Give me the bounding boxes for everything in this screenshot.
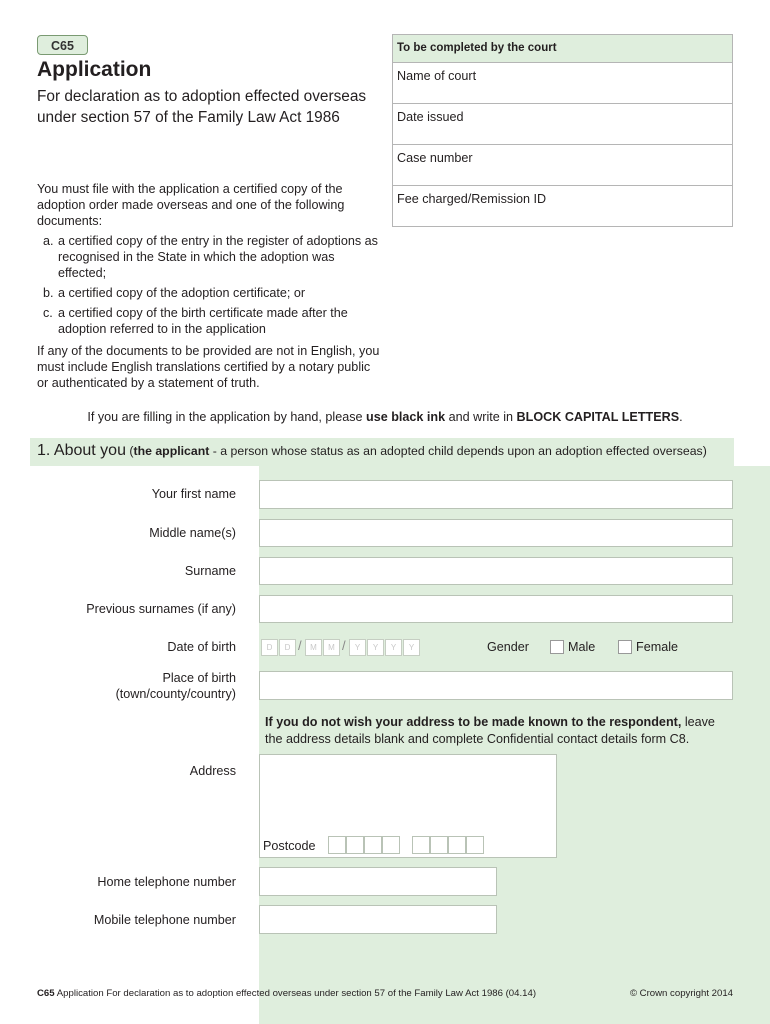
documents-list <box>37 233 382 341</box>
list-item: a. a certified copy of the entry in the register of adoptions as recognised in the State in which the adoption was effected; <box>43 234 378 280</box>
dob-year-2[interactable]: Y <box>367 639 384 656</box>
middle-names-label: Middle name(s) <box>149 526 236 540</box>
first-name-input[interactable] <box>259 480 733 509</box>
postcode-box[interactable] <box>430 836 448 854</box>
intro-text: You must file with the application a certified copy of the adoption order made overseas and one of the following documents: <box>37 182 345 228</box>
postcode-box[interactable] <box>346 836 364 854</box>
ink-instruction: If you are filling in the application by hand, please use black ink and write in BLOCK CAPITAL LETTERS. <box>87 410 683 424</box>
list-item: c. a certified copy of the birth certificate made after the adoption referred to in the application <box>43 306 348 336</box>
list-item: b. a certified copy of the adoption certificate; or <box>43 286 306 300</box>
dob-year-1[interactable]: Y <box>349 639 366 656</box>
postcode-box[interactable] <box>448 836 466 854</box>
date-issued-field[interactable]: Date issued <box>393 104 732 145</box>
page-subtitle: For declaration as to adoption effected overseas under section 57 of the Family Law Act 1986 <box>37 88 367 126</box>
translation-note: If any of the documents to be provided are not in English, you must include English translations certified by a notary public or authenticated by a statement of truth. <box>37 344 380 390</box>
fee-charged-field[interactable]: Fee charged/Remission ID <box>397 192 547 206</box>
previous-surnames-label: Previous surnames (if any) <box>86 602 236 616</box>
page-title: Application <box>37 58 152 81</box>
copyright: © Crown copyright 2014 <box>629 988 733 999</box>
male-label: Male <box>568 640 596 654</box>
place-of-birth-input[interactable] <box>259 671 733 700</box>
footer-text: C65 Application For declaration as to adoption effected overseas under section 57 of the Family Law Act 1986 (04.14) <box>37 988 537 999</box>
surname-label: Surname <box>184 564 236 578</box>
home-phone-label: Home telephone number <box>97 875 236 889</box>
postcode-box[interactable] <box>328 836 346 854</box>
postcode-box[interactable] <box>382 836 400 854</box>
dob-year-4[interactable]: Y <box>403 639 420 656</box>
court-name-field[interactable]: Name of court <box>393 63 732 104</box>
dob-month-1[interactable]: M <box>305 639 322 656</box>
middle-names-input[interactable] <box>259 519 733 547</box>
surname-input[interactable] <box>259 557 733 585</box>
dob-separator: / <box>342 638 346 653</box>
dob-day-1[interactable]: D <box>261 639 278 656</box>
court-box-header: To be completed by the court <box>393 35 732 63</box>
address-label: Address <box>189 764 236 778</box>
first-name-label: Your first name <box>151 487 236 501</box>
dob-label: Date of birth <box>167 640 236 654</box>
dob-month-2[interactable]: M <box>323 639 340 656</box>
case-number-field[interactable]: Case number <box>393 145 732 186</box>
postcode-label: Postcode <box>263 839 316 853</box>
dob-year-3[interactable]: Y <box>385 639 402 656</box>
female-checkbox[interactable] <box>618 640 632 654</box>
dob-day-2[interactable]: D <box>279 639 296 656</box>
section-title: 1. About you (the applicant - a person whose status as an adopted child depends upon an adoption effected overseas) <box>37 442 707 459</box>
home-phone-input[interactable] <box>259 867 497 896</box>
mobile-phone-input[interactable] <box>259 905 497 934</box>
postcode-box[interactable] <box>364 836 382 854</box>
postcode-box[interactable] <box>466 836 484 854</box>
dob-separator: / <box>298 638 302 653</box>
place-of-birth-label: Place of birth (town/county/country) <box>115 671 236 701</box>
address-confidentiality-note: If you do not wish your address to be made known to the respondent, leave the address details blank and complete Confidential contact details form C8. <box>265 715 715 746</box>
gender-label: Gender <box>487 640 530 654</box>
postcode-box[interactable] <box>412 836 430 854</box>
court-use-box <box>392 34 733 227</box>
female-label: Female <box>636 640 678 654</box>
form-code-badge: C65 <box>37 35 88 55</box>
mobile-phone-label: Mobile telephone number <box>93 913 236 927</box>
previous-surnames-input[interactable] <box>259 595 733 623</box>
male-checkbox[interactable] <box>550 640 564 654</box>
